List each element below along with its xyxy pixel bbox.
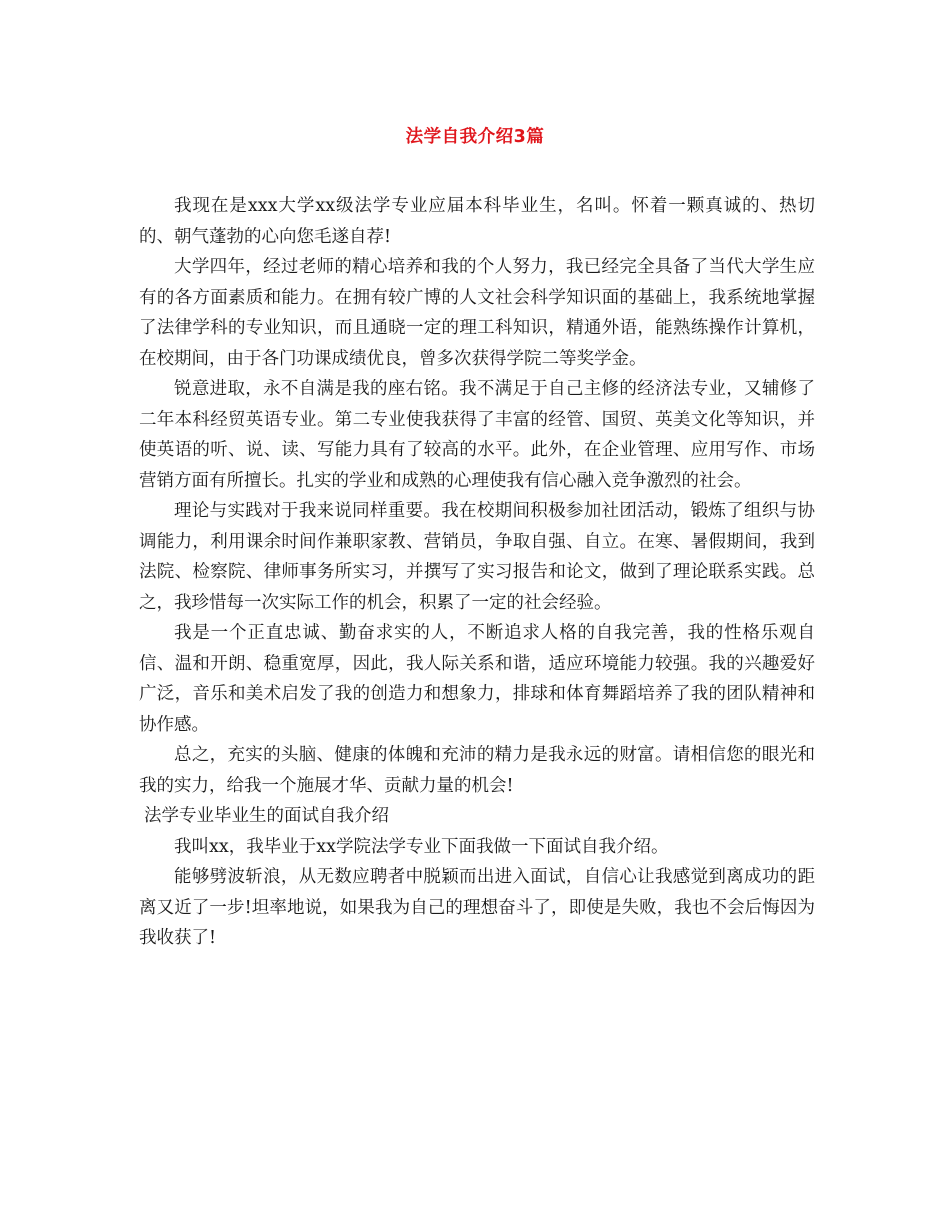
paragraph: 能够劈波斩浪，从无数应聘者中脱颖而出进入面试，自信心让我感觉到离成功的距离又近了一步!坦率地说，如果我为自己的理想奋斗了，即使是失败，我也不会后悔因为我收获了! [139, 867, 815, 948]
paragraph: 总之，充实的头脑、健康的体魄和充沛的精力是我永远的财富。请相信您的眼光和我的实力，给我一个施展才华、贡献力量的机会! [139, 745, 815, 796]
paragraph: 我是一个正直忠诚、勤奋求实的人，不断追求人格的自我完善，我的性格乐观自信、温和开朗、稳重宽厚，因此，我人际关系和谐，适应环境能力较强。我的兴趣爱好广泛，音乐和美术启发了我的创造力和想象力，排球和体育舞蹈培养了我的团队精神和协作感。 [139, 623, 815, 735]
paragraph: 大学四年，经过老师的精心培养和我的个人努力，我已经完全具备了当代大学生应有的各方面素质和能力。在拥有较广博的人文社会科学知识面的基础上，我系统地掌握了法律学科的专业知识，而且通晓一定的理工科知识，精通外语，能熟练操作计算机，在校期间，由于各门功课成绩优良，曾多次获得学院二等奖学金。 [139, 257, 815, 369]
paragraph: 我叫xx，我毕业于xx学院法学专业下面我做一下面试自我介绍。 [174, 836, 669, 857]
paragraph: 我现在是xxx大学xx级法学专业应届本科毕业生，名叫。怀着一颗真诚的、热切的、朝气蓬勃的心向您毛遂自荐! [139, 196, 815, 247]
document-title: 法学自我介绍3篇 [405, 127, 545, 147]
section-subheading: 法学专业毕业生的面试自我介绍 [144, 806, 389, 826]
paragraph: 理论与实践对于我来说同样重要。我在校期间积极参加社团活动，锻炼了组织与协调能力，利用课余时间作兼职家教、营销员，争取自强、自立。在寒、暑假期间，我到法院、检察院、律师事务所实习，并撰写了实习报告和论文，做到了理论联系实践。总之，我珍惜每一次实际工作的机会，积累了一定的社会经验。 [139, 501, 815, 613]
document-body [139, 191, 815, 954]
paragraph: 锐意进取，永不自满是我的座右铭。我不满足于自己主修的经济法专业，又辅修了二年本科经贸英语专业。第二专业使我获得了丰富的经管、国贸、英美文化等知识，并使英语的听、说、读、写能力具有了较高的水平。此外，在企业管理、应用写作、市场营销方面有所擅长。扎实的学业和成熟的心理使我有信心融入竞争激烈的社会。 [139, 379, 815, 491]
